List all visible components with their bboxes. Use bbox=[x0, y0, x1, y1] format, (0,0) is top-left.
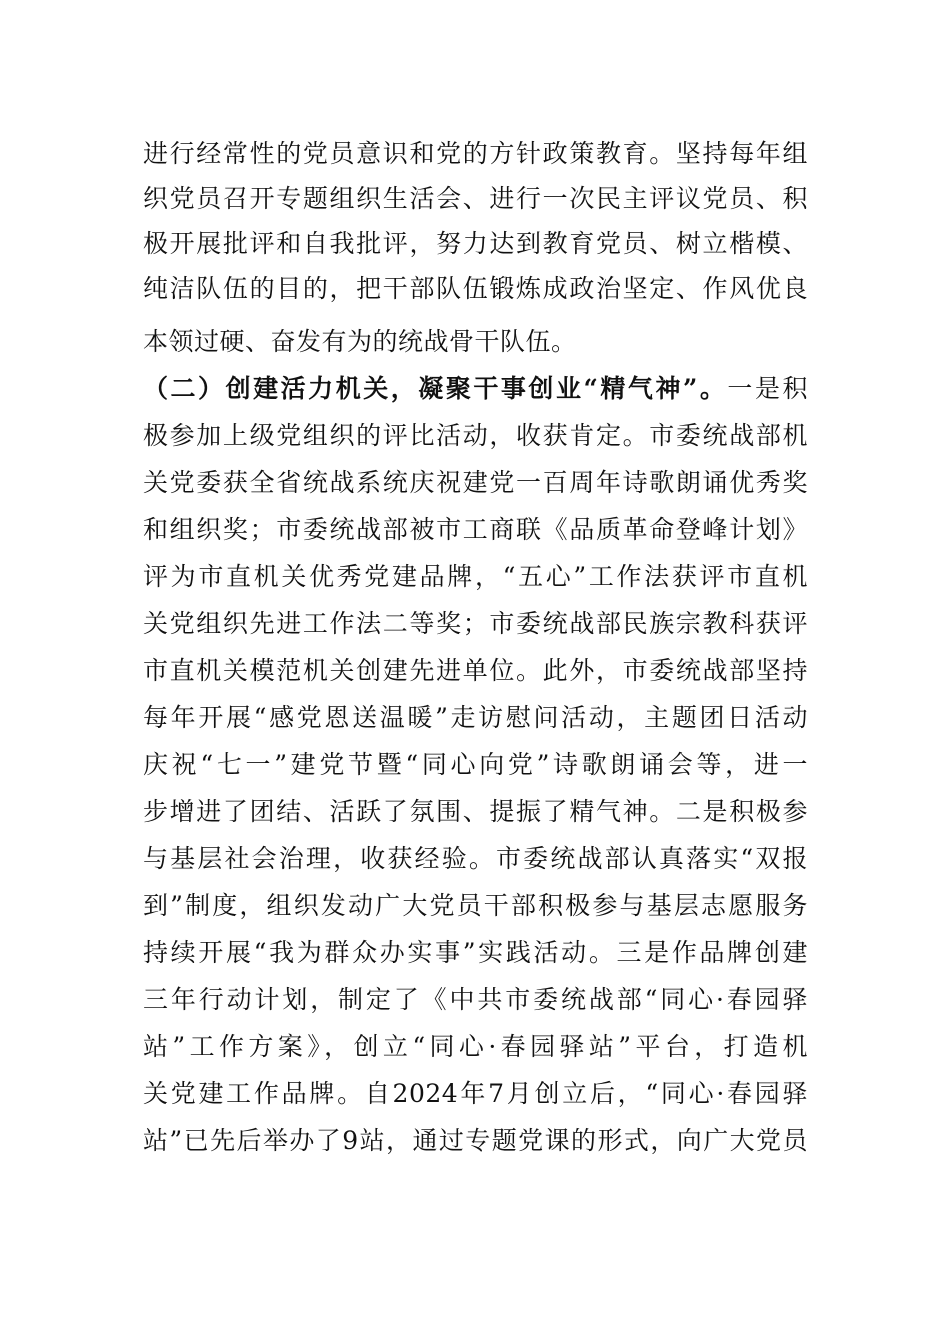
text-line: 关党组织先进工作法二等奖；市委统战部民族宗教科获评 bbox=[143, 609, 808, 638]
text-line: 评为市直机关优秀党建品牌，“五心”工作法获评市直机 bbox=[143, 562, 808, 591]
text-line: 市直机关模范机关创建先进单位。此外，市委统战部坚持 bbox=[143, 656, 808, 685]
text-line: 步增进了团结、活跃了氛围、提振了精气神。二是积极参 bbox=[143, 797, 808, 826]
text-line: 三年行动计划，制定了《中共市委统战部“同心·春园驿 bbox=[143, 985, 808, 1014]
text-line: 进行经常性的党员意识和党的方针政策教育。坚持每年组 bbox=[143, 139, 808, 168]
text-line: 纯洁队伍的目的，把干部队伍锻炼成政治坚定、作风优良 bbox=[143, 274, 808, 303]
section-heading-continuation: 一是积 bbox=[727, 374, 808, 403]
text-line: 极参加上级党组织的评比活动，收获肯定。市委统战部机 bbox=[143, 421, 808, 450]
text-line: 织党员召开专题组织生活会、进行一次民主评议党员、积 bbox=[143, 184, 808, 213]
text-line: 和组织奖；市委统战部被市工商联《品质革命登峰计划》 bbox=[143, 515, 808, 544]
text-line: 本领过硬、奋发有为的统战骨干队伍。 bbox=[143, 327, 577, 356]
section-heading-line bbox=[143, 367, 808, 411]
text-line: 站”已先后举办了9站，通过专题党课的形式，向广大党员 bbox=[143, 1126, 808, 1155]
text-line: 每年开展“感党恩送温暖”走访慰问活动，主题团日活动 bbox=[143, 703, 808, 732]
text-line: 到”制度，组织发动广大党员干部积极参与基层志愿服务 bbox=[143, 891, 808, 920]
text-line: 持续开展“我为群众办实事”实践活动。三是作品牌创建 bbox=[143, 938, 808, 967]
text-line: 关党委获全省统战系统庆祝建党一百周年诗歌朗诵优秀奖 bbox=[143, 468, 808, 497]
text-line: 与基层社会治理，收获经验。市委统战部认真落实“双报 bbox=[143, 844, 808, 873]
text-line: 极开展批评和自我批评，努力达到教育党员、树立楷模、 bbox=[143, 229, 808, 258]
section-heading: （二）创建活力机关，凝聚干事创业“精气神”。 bbox=[143, 374, 728, 403]
text-line: 庆祝“七一”建党节暨“同心向党”诗歌朗诵会等，进一 bbox=[143, 750, 808, 779]
text-line: 关党建工作品牌。自2024年7月创立后，“同心·春园驿 bbox=[143, 1079, 808, 1108]
text-line: 站”工作方案》，创立“同心·春园驿站”平台，打造机 bbox=[143, 1032, 808, 1061]
